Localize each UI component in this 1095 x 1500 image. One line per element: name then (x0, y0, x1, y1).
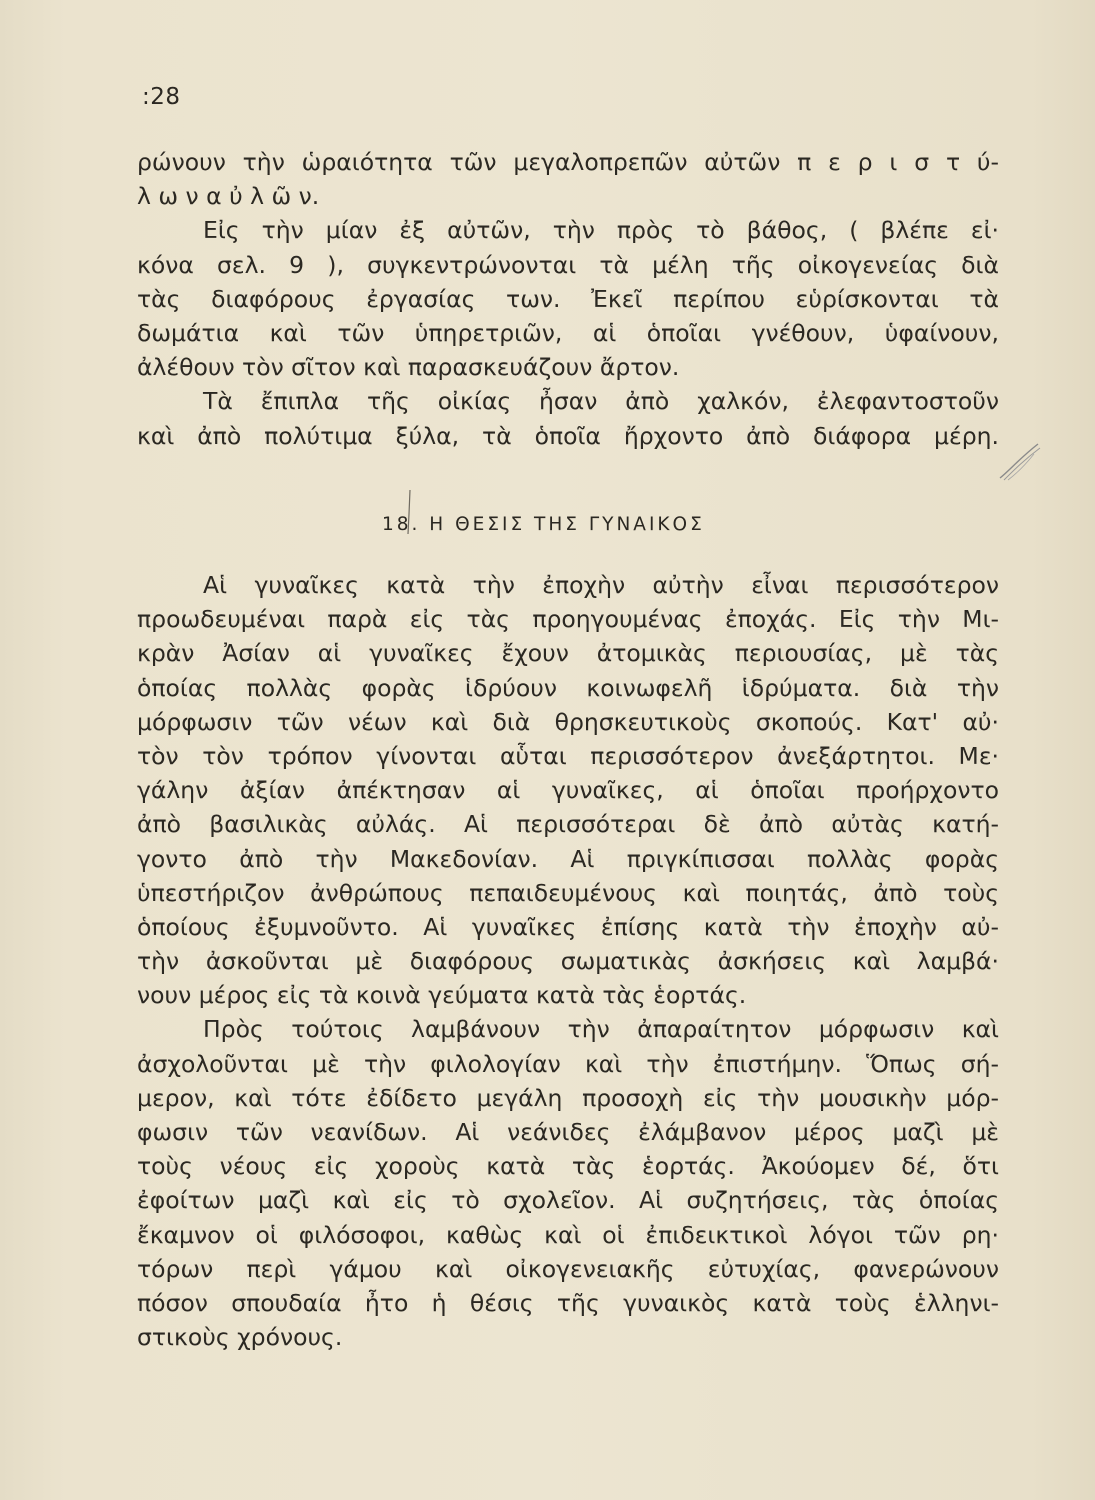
text-block-upper (137, 145, 999, 453)
text-line: ἔκαμνον οἱ φιλόσοφοι, καθὼς καὶ οἱ ἐπιδεικτικοὶ λόγοι τῶν ρη· (137, 1220, 999, 1249)
text-line: μόρφωσιν τῶν νέων καὶ διὰ θρησκευτικοὺς σκοπούς. Κατ' αὐ· (137, 707, 999, 736)
text-line: τὰς διαφόρους ἐργασίας των. Ἐκεῖ περίπου εὑρίσκονται τὰ (137, 284, 999, 313)
text-line: γοντο ἀπὸ τὴν Μακεδονίαν. Αἱ πριγκίπισσαι πολλὰς φορὰς (137, 844, 999, 873)
text-line: ὑπεστήριζον ἀνθρώπους πεπαιδευμένους καὶ ποιητάς, ἀπὸ τοὺς (137, 878, 999, 907)
text-line: φωσιν τῶν νεανίδων. Αἱ νεάνιδες ἐλάμβανον μέρος μαζὶ μὲ (137, 1118, 999, 1146)
text-line: δωμάτια καὶ τῶν ὑπηρετριῶν, αἱ ὁποῖαι γνέθουν, ὑφαίνουν, (137, 318, 999, 347)
text-line: προωδευμέναι παρὰ εἰς τὰς προηγουμένας ἐποχάς. Εἰς τὴν Μι- (137, 605, 999, 634)
text-line: Τὰ ἔπιπλα τῆς οἰκίας ἦσαν ἀπὸ χαλκόν, ἐλεφαντοστοῦν (203, 387, 999, 416)
section-heading: 18. Η ΘΕΣΙΣ ΤΗΣ ΓΥΝΑΙΚΟΣ (382, 514, 705, 535)
text-line: τοὺς νέους εἰς χοροὺς κατὰ τὰς ἑορτάς. Ἀκούομεν δέ, ὅτι (137, 1152, 999, 1181)
text-line: λ ω ν α ὐ λ ῶ ν. (137, 182, 320, 211)
text-line: Εἰς τὴν μίαν ἐξ αὐτῶν, τὴν πρὸς τὸ βάθος, ( βλέπε εἰ· (203, 216, 999, 245)
text-line: τὴν ἀσκοῦνται μὲ διαφόρους σωματικὰς ἀσκήσεις καὶ λαμβά· (137, 947, 999, 976)
text-line: ἐφοίτων μαζὶ καὶ εἰς τὸ σχολεῖον. Αἱ συζητήσεις, τὰς ὁποίας (137, 1186, 999, 1215)
text-line: ἀπὸ βασιλικὰς αὐλάς. Αἱ περισσότεραι δὲ ἀπὸ αὐτὰς κατή- (137, 810, 999, 839)
text-line: κρὰν Ἀσίαν αἱ γυναῖκες ἔχουν ἀτομικὰς περιουσίας, μὲ τὰς (137, 639, 999, 668)
text-line: ρώνουν τὴν ὡραιότητα τῶν μεγαλοπρεπῶν αὐτῶν π ε ρ ι σ τ ύ- (137, 148, 999, 176)
text-line: καὶ ἀπὸ πολύτιμα ξύλα, τὰ ὁποῖα ἤρχοντο ἀπὸ διάφορα μέρη. (137, 421, 999, 450)
text-line: μερον, καὶ τότε ἐδίδετο μεγάλη προσοχὴ εἰς τὴν μουσικὴν μόρ- (137, 1083, 999, 1112)
text-line: κόνα σελ. 9 ), συγκεντρώνονται τὰ μέλη τῆς οἰκογενείας διὰ (137, 250, 999, 279)
page-number: :28 (142, 84, 181, 110)
text-line: νουν μέρος εἰς τὰ κοινὰ γεύματα κατὰ τὰς ἑορτάς. (137, 981, 747, 1010)
text-line: ὁποίους ἐξυμνοῦντο. Αἱ γυναῖκες ἐπίσης κατὰ τὴν ἐποχὴν αὐ- (137, 912, 999, 941)
text-line: γάλην ἀξίαν ἀπέκτησαν αἱ γυναῖκες, αἱ ὁποῖαι προήρχοντο (137, 776, 999, 805)
text-line: τόρων περὶ γάμου καὶ οἰκογενειακῆς εὐτυχίας, φανερώνουν (137, 1254, 999, 1283)
text-line: Αἱ γυναῖκες κατὰ τὴν ἐποχὴν αὐτὴν εἶναι περισσότερον (203, 571, 999, 599)
text-line: ὁποίας πολλὰς φορὰς ἱδρύουν κοινωφελῆ ἱδρύματα. διὰ τὴν (137, 673, 999, 702)
text-line: τὸν τὸν τρόπον γίνονται αὗται περισσότερον ἀνεξάρτητοι. Με· (137, 741, 999, 770)
text-line: ἀλέθουν τὸν σῖτον καὶ παρασκευάζουν ἄρτον. (137, 353, 680, 382)
text-line: ἀσχολοῦνται μὲ τὴν φιλολογίαν καὶ τὴν ἐπιστήμην. Ὅπως σή- (137, 1049, 999, 1078)
text-line: πόσον σπουδαία ἦτο ἡ θέσις τῆς γυναικὸς κατὰ τοὺς ἑλληνι- (137, 1288, 999, 1317)
text-line: στικοὺς χρόνους. (137, 1323, 343, 1352)
text-block-lower (137, 568, 999, 1354)
text-line: Πρὸς τούτοις λαμβάνουν τὴν ἀπαραίτητον μόρφωσιν καὶ (203, 1015, 999, 1044)
pencil-mark-icon (994, 440, 1044, 482)
